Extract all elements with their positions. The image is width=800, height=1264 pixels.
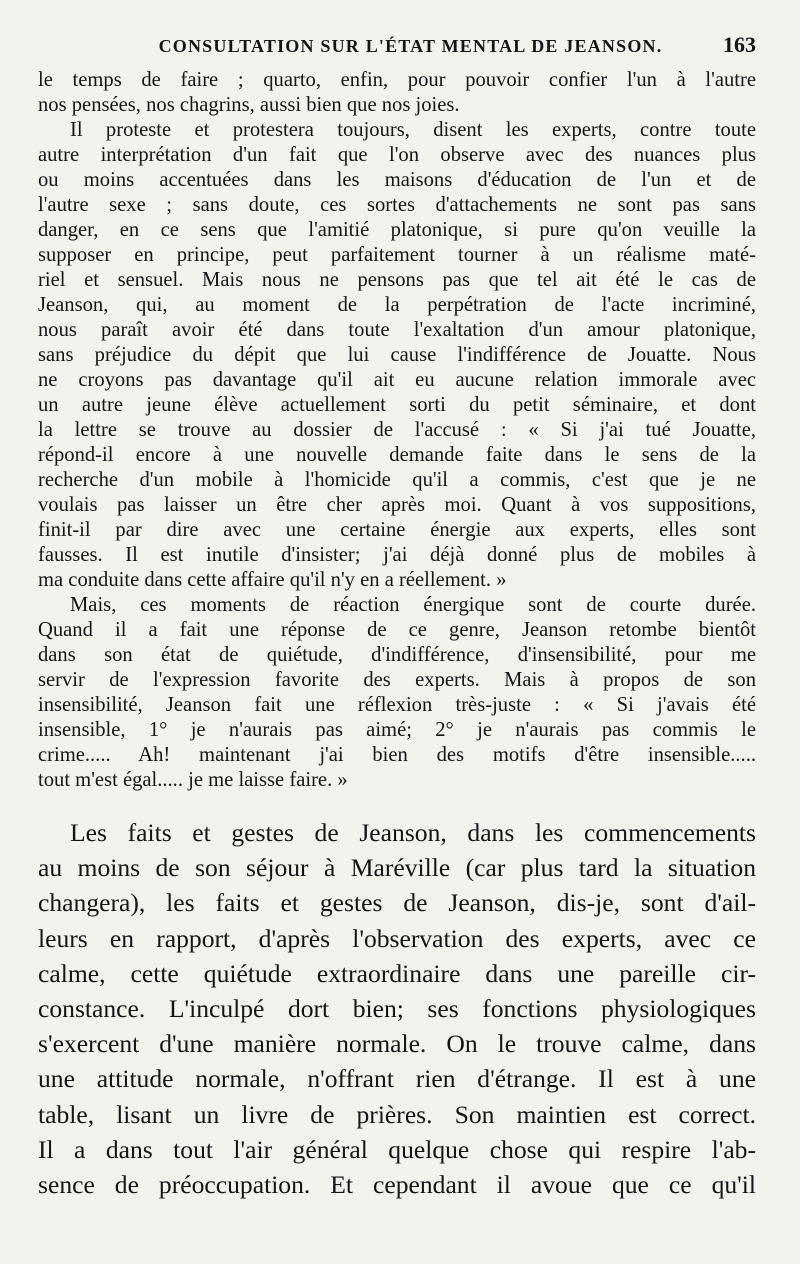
- text-line: une attitude normale, n'offrant rien d'étrange. Il est à une: [38, 1064, 756, 1094]
- text-line: s'exercent d'une manière normale. On le trouve calme, dans: [38, 1029, 756, 1059]
- text-line: nous paraît avoir été dans toute l'exaltation d'un amour platonique,: [38, 319, 756, 341]
- text-line: Il a dans tout l'air général quelque chose qui respire l'ab-: [38, 1134, 756, 1164]
- text-line: fausses. Il est inutile d'insister; j'ai déjà donné plus de mobiles à: [38, 544, 756, 566]
- text-line: tout m'est égal..... je me laisse faire. »: [38, 769, 348, 791]
- text-line: finit-il par dire avec une certaine énergie aux experts, elles sont: [38, 519, 756, 541]
- text-line: crime..... Ah! maintenant j'ai bien des motifs d'être insensible.....: [38, 744, 756, 766]
- text-line: insensible, 1° je n'aurais pas aimé; 2° je n'aurais pas commis le: [38, 719, 756, 741]
- text-line: le temps de faire ; quarto, enfin, pour pouvoir confier l'un à l'autre: [38, 69, 756, 91]
- text-line: ma conduite dans cette affaire qu'il n'y en a réellement. »: [38, 569, 507, 591]
- text-line: changera), les faits et gestes de Jeanson, dis-je, sont d'ail-: [38, 888, 756, 918]
- text-line: Quand il a fait une réponse de ce genre, Jeanson retombe bientôt: [38, 619, 756, 641]
- text-line: insensibilité, Jeanson fait une réflexion très-juste : « Si j'avais été: [38, 694, 756, 716]
- text-line: calme, cette quiétude extraordinaire dans une pareille cir-: [38, 958, 756, 988]
- text-line: Mais, ces moments de réaction énergique sont de courte durée.: [70, 594, 756, 616]
- text-line: la lettre se trouve au dossier de l'accusé : « Si j'ai tué Jouatte,: [38, 419, 756, 441]
- paragraph-1: [38, 68, 756, 118]
- text-line: table, lisant un livre de prières. Son maintien est correct.: [38, 1099, 756, 1129]
- text-line: répond-il encore à une nouvelle demande faite dans le sens de la: [38, 444, 756, 466]
- paragraph-3: [38, 593, 756, 793]
- section-gap: [38, 793, 756, 815]
- page-number: 163: [723, 32, 756, 57]
- page-header: [38, 32, 756, 62]
- text-line: un autre jeune élève actuellement sorti du petit séminaire, et dont: [38, 394, 756, 416]
- running-title: CONSULTATION SUR L'ÉTAT MENTAL DE JEANSON.: [158, 36, 663, 56]
- book-page: [38, 32, 756, 1202]
- text-line: autre interprétation d'un fait que l'on observe avec des nuances plus: [38, 144, 756, 166]
- main-text-section: [38, 815, 756, 1202]
- text-line: au moins de son séjour à Maréville (car plus tard la situation: [38, 853, 756, 883]
- small-print-section: [38, 68, 756, 793]
- text-line: nos pensées, nos chagrins, aussi bien que nos joies.: [38, 94, 460, 116]
- text-line: dans son état de quiétude, d'indifférence, d'insensibilité, pour me: [38, 644, 756, 666]
- text-line: Jeanson, qui, au moment de la perpétration de l'acte incriminé,: [38, 294, 756, 316]
- text-line: Il proteste et protestera toujours, disent les experts, contre toute: [70, 119, 756, 141]
- text-line: servir de l'expression favorite des experts. Mais à propos de son: [38, 669, 756, 691]
- text-line: sans préjudice du dépit que lui cause l'indifférence de Jouatte. Nous: [38, 344, 756, 366]
- text-line: constance. L'inculpé dort bien; ses fonctions physiologiques: [38, 994, 756, 1024]
- text-line: recherche d'un mobile à l'homicide qu'il a commis, c'est que je ne: [38, 469, 756, 491]
- text-line: Les faits et gestes de Jeanson, dans les commencements: [70, 818, 756, 847]
- text-line: riel et sensuel. Mais nous ne pensons pas que tel ait été le cas de: [38, 269, 756, 291]
- text-line: supposer en principe, peut parfaitement tourner à un réalisme maté-: [38, 244, 756, 266]
- text-line: ou moins accentuées dans les maisons d'éducation de l'un et de: [38, 169, 756, 191]
- text-line: danger, en ce sens que l'amitié platonique, si pure qu'on veuille la: [38, 219, 756, 241]
- paragraph-2: [38, 118, 756, 593]
- text-line: l'autre sexe ; sans doute, ces sortes d'attachements ne sont pas sans: [38, 194, 756, 216]
- text-line: ne croyons pas davantage qu'il ait eu aucune relation immorale avec: [38, 369, 756, 391]
- text-line: voulais pas laisser un être cher après moi. Quant à vos suppositions,: [38, 494, 756, 516]
- paragraph-4: [38, 815, 756, 1202]
- text-line: leurs en rapport, d'après l'observation des experts, avec ce: [38, 923, 756, 953]
- text-line: sence de préoccupation. Et cependant il avoue que ce qu'il: [38, 1170, 756, 1200]
